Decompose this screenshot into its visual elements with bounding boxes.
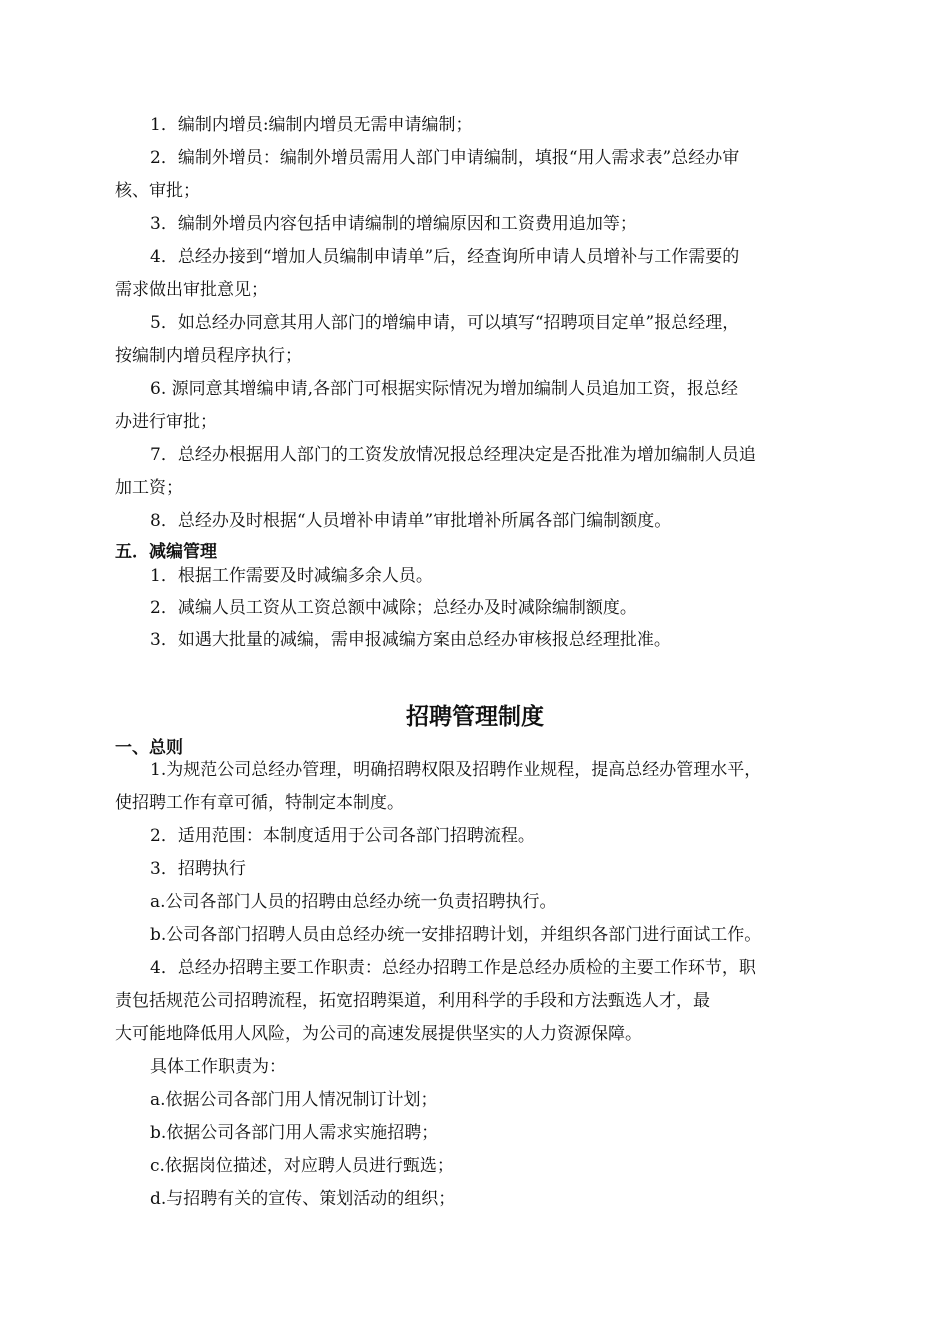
general-item-3b: b.公司各部门招聘人员由总经办统一安排招聘计划，并组织各部门进行面试工作。: [150, 925, 762, 945]
reduction-item-3: 3．如遇大批量的减编，需申报减编方案由总经办审核报总经理批准。: [150, 630, 671, 650]
staffing-item-4-cont: 需求做出审批意见；: [115, 280, 268, 300]
staffing-item-5: 5．如总经办同意其用人部门的增编申请，可以填写“招聘项目定单”报总经理，: [150, 313, 740, 333]
general-item-4-cont-1: 责包括规范公司招聘流程，拓宽招聘渠道，利用科学的手段和方法甄选人才，最: [115, 991, 710, 1011]
general-item-2: 2．适用范围：本制度适用于公司各部门招聘流程。: [150, 826, 535, 846]
staffing-item-1: 1．编制内增员:编制内增员无需申请编制；: [150, 115, 473, 135]
duties-intro: 具体工作职责为：: [150, 1057, 286, 1077]
staffing-item-7-cont: 加工资；: [115, 478, 183, 498]
general-item-1-cont: 使招聘工作有章可循，特制定本制度。: [115, 793, 404, 813]
staffing-item-3: 3．编制外增员内容包括申请编制的增编原因和工资费用追加等；: [150, 214, 637, 234]
reduction-item-2: 2．减编人员工资从工资总额中减除；总经办及时减除编制额度。: [150, 598, 637, 618]
duty-a: a.依据公司各部门用人情况制订计划；: [150, 1090, 438, 1110]
staffing-item-6: 6. 源同意其增编申请,各部门可根据实际情况为增加编制人员追加工资，报总经: [150, 379, 739, 399]
general-item-3: 3．招聘执行: [150, 859, 246, 879]
staffing-item-4: 4．总经办接到“增加人员编制申请单”后，经查询所申请人员增补与工作需要的: [150, 247, 740, 267]
staffing-item-2: 2．编制外增员：编制外增员需用人部门申请编制，填报“用人需求表”总经办审: [150, 148, 740, 168]
section-one-heading: 一、总则: [115, 738, 183, 758]
staffing-item-8: 8．总经办及时根据“人员增补申请单”审批增补所属各部门编制额度。: [150, 511, 672, 531]
duty-b: b.依据公司各部门用人需求实施招聘；: [150, 1123, 439, 1143]
staffing-item-2-cont: 核、审批；: [115, 181, 200, 201]
reduction-item-1: 1．根据工作需要及时减编多余人员。: [150, 566, 433, 586]
duty-d: d.与招聘有关的宣传、策划活动的组织；: [150, 1189, 456, 1209]
staffing-item-5-cont: 按编制内增员程序执行；: [115, 346, 302, 366]
general-item-1: 1.为规范公司总经办管理，明确招聘权限及招聘作业规程，提高总经办管理水平，: [150, 760, 762, 780]
duty-c: c.依据岗位描述，对应聘人员进行甄选；: [150, 1156, 454, 1176]
general-item-3a: a.公司各部门人员的招聘由总经办统一负责招聘执行。: [150, 892, 557, 912]
general-item-4-cont-2: 大可能地降低用人风险，为公司的高速发展提供坚实的人力资源保障。: [115, 1024, 642, 1044]
staffing-item-7: 7．总经办根据用人部门的工资发放情况报总经理决定是否批准为增加编制人员追: [150, 445, 756, 465]
general-item-4: 4．总经办招聘主要工作职责：总经办招聘工作是总经办质检的主要工作环节，职: [150, 958, 756, 978]
section-five-heading: 五．减编管理: [115, 542, 217, 562]
recruitment-title: 招聘管理制度: [406, 704, 544, 730]
staffing-item-6-cont: 办进行审批；: [115, 412, 217, 432]
